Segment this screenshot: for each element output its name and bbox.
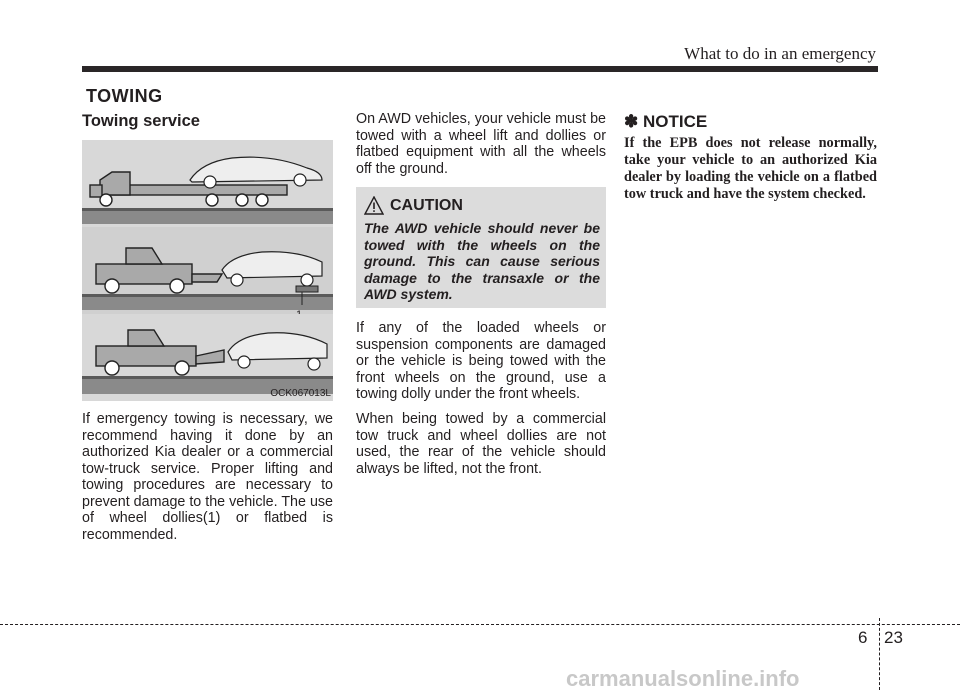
notice-text: If the EPB does not release normally, take your vehicle to an authorized Kia dealer by loading the vehicle on a flatbed tow truck and have the system checked. <box>624 135 877 202</box>
awd-paragraph: On AWD vehicles, your vehicle must be towed with a wheel lift and dollies or flatbed equipment with all the wheels off the ground. <box>356 111 606 177</box>
caution-title: CAUTION <box>390 197 463 214</box>
tow-trucks-image <box>82 140 333 401</box>
figure-code: OCK067013L <box>270 388 331 399</box>
header-rule <box>82 66 878 72</box>
commercial-truck-paragraph: When being towed by a commercial tow truck and wheel dollies are not used, the rear of the vehicle should always be lifted, not the front. <box>356 411 606 477</box>
damaged-wheels-paragraph: If any of the loaded wheels or suspension components are damaged or the vehicle is being towed with the front wheels on the ground, use a towing dolly under the front wheels. <box>356 320 606 402</box>
warning-triangle-icon <box>364 196 384 215</box>
page-number: 23 <box>884 628 903 647</box>
section-title: TOWING <box>86 86 163 106</box>
caution-box <box>356 187 606 308</box>
towing-service-heading: Towing service <box>82 112 200 130</box>
towing-paragraph: If emergency towing is necessary, we recommend having it done by an authorized Kia dealer or a commercial tow-truck service. Proper lifting and towing procedures are necessary to prevent damage to the vehicle. The use of wheel dollies(1) or flatbed is recommended. <box>82 411 333 543</box>
chapter-number: 6 <box>858 628 868 647</box>
notice-title: ✽ NOTICE <box>624 112 708 131</box>
footer-rule <box>0 624 960 625</box>
footer-divider <box>879 618 880 690</box>
header-title: What to do in an emergency <box>684 44 876 63</box>
caution-text: The AWD vehicle should never be towed with the wheels on the ground. This can cause serious damage to the transaxle or the AWD system. <box>364 220 600 302</box>
watermark: carmanualsonline.info <box>566 666 800 691</box>
towing-illustration <box>82 140 333 401</box>
